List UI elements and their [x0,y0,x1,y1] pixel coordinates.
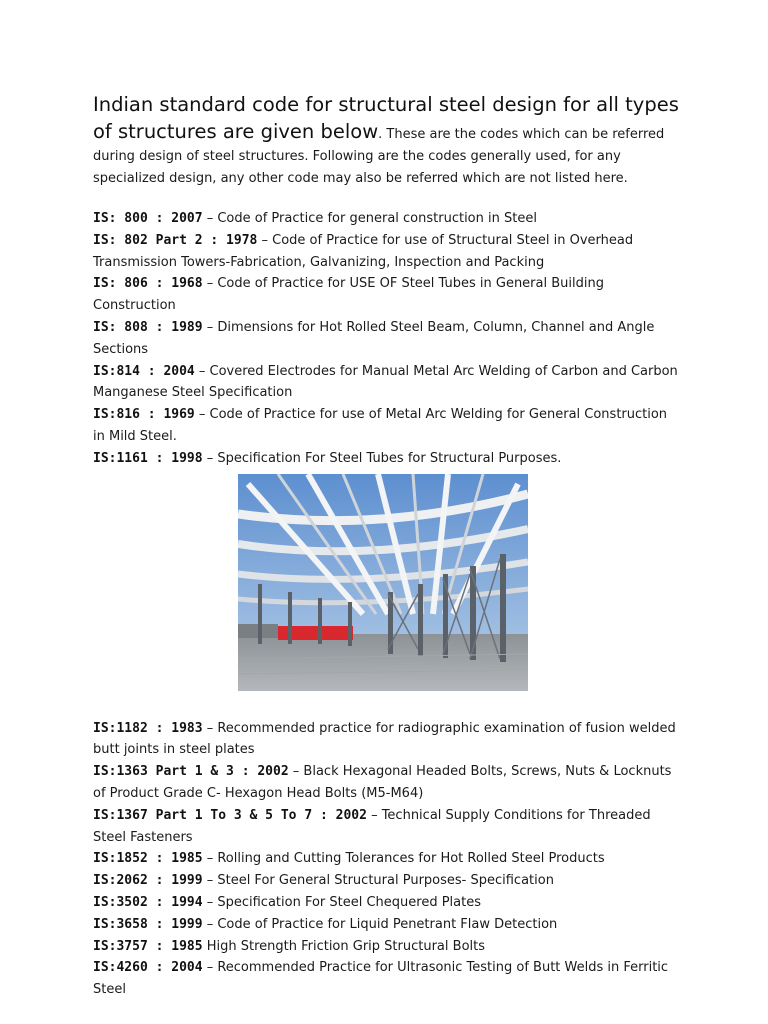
code-entry [93,273,683,317]
code-description: – Black Hexagonal Headed Bolts, Screws, Nuts & Locknuts of Product Grade C- Hexagon Head Bolts (M5-M64) [93,764,672,801]
code-description: – Technical Supply Conditions for Threaded Steel Fasteners [93,807,651,845]
code-description: – Steel For General Structural Purposes- Specification [202,873,554,889]
steel-structure-photo [238,474,528,691]
code-description: – Code of Practice for Liquid Penetrant Flaw Detection [202,916,558,932]
code-entry [93,718,683,762]
document-page [93,92,683,1001]
intro-headline: Indian standard code for structural steel design for all types of structures are given below [93,93,679,143]
code-description: – Recommended Practice for Ultrasonic Testing of Butt Welds in Ferritic Steel [93,960,669,998]
intro-body: . These are the codes which can be referred during design of steel structures. Following are the codes generally used, for any specialized design, any other code may also be referred which are not listed here. [93,127,665,186]
code-id: IS:3658 : 1999 [93,916,203,932]
code-id: IS:814 : 2004 [93,363,195,379]
code-description: – Code of Practice for general construction in Steel [202,211,537,226]
code-description: – Recommended practice for radiographic examination of fusion welded butt joints in steel plates [93,720,676,758]
code-entry [93,317,683,361]
code-id: IS:1182 : 1983 [93,720,203,736]
code-entry [93,805,683,849]
code-entry [93,361,683,405]
code-id: IS: 800 : 2007 [93,211,203,226]
code-list-bottom [93,718,683,1001]
code-description: – Code of Practice for USE OF Steel Tubes in General Building Construction [93,276,604,314]
code-description: – Code of Practice for use of Structural Steel in Overhead Transmission Towers-Fabrication, Galvanizing, Inspection and Packing [93,232,634,270]
code-id: IS: 802 Part 2 : 1978 [93,232,258,248]
code-id: IS:3757 : 1985 [93,938,203,954]
code-entry [93,208,683,230]
code-entry [93,936,683,958]
code-description: High Strength Friction Grip Structural Bolts [202,938,485,954]
code-description: – Rolling and Cutting Tolerances for Hot Rolled Steel Products [202,851,605,867]
code-entry [93,404,683,448]
code-id: IS: 808 : 1989 [93,319,203,335]
code-entry [93,914,683,936]
code-id: IS:4260 : 2004 [93,960,203,976]
code-description: – Dimensions for Hot Rolled Steel Beam, Column, Channel and Angle Sections [93,319,655,357]
code-list-top [93,208,683,470]
code-id: IS:1161 : 1998 [93,450,203,466]
code-description: – Covered Electrodes for Manual Metal Arc Welding of Carbon and Carbon Manganese Steel Specification [93,363,678,401]
code-entry [93,957,683,1001]
code-id: IS:1363 Part 1 & 3 : 2002 [93,764,289,780]
code-description: – Specification For Steel Tubes for Structural Purposes. [202,450,562,466]
code-id: IS:1852 : 1985 [93,851,203,867]
code-entry [93,892,683,914]
code-description: – Code of Practice for use of Metal Arc Welding for General Construction in Mild Steel. [93,407,668,444]
code-id: IS:2062 : 1999 [93,873,203,889]
code-entry [93,230,683,274]
steel-structure-icon [238,474,528,691]
code-id: IS:1367 Part 1 To 3 & 5 To 7 : 2002 [93,807,367,823]
code-entry [93,848,683,870]
code-id: IS:3502 : 1994 [93,894,203,910]
code-id: IS: 806 : 1968 [93,276,203,292]
code-entry [93,870,683,892]
code-id: IS:816 : 1969 [93,407,195,423]
code-description: – Specification For Steel Chequered Plates [202,894,482,910]
code-entry [93,761,683,805]
code-entry [93,448,683,470]
intro-paragraph [93,92,683,190]
